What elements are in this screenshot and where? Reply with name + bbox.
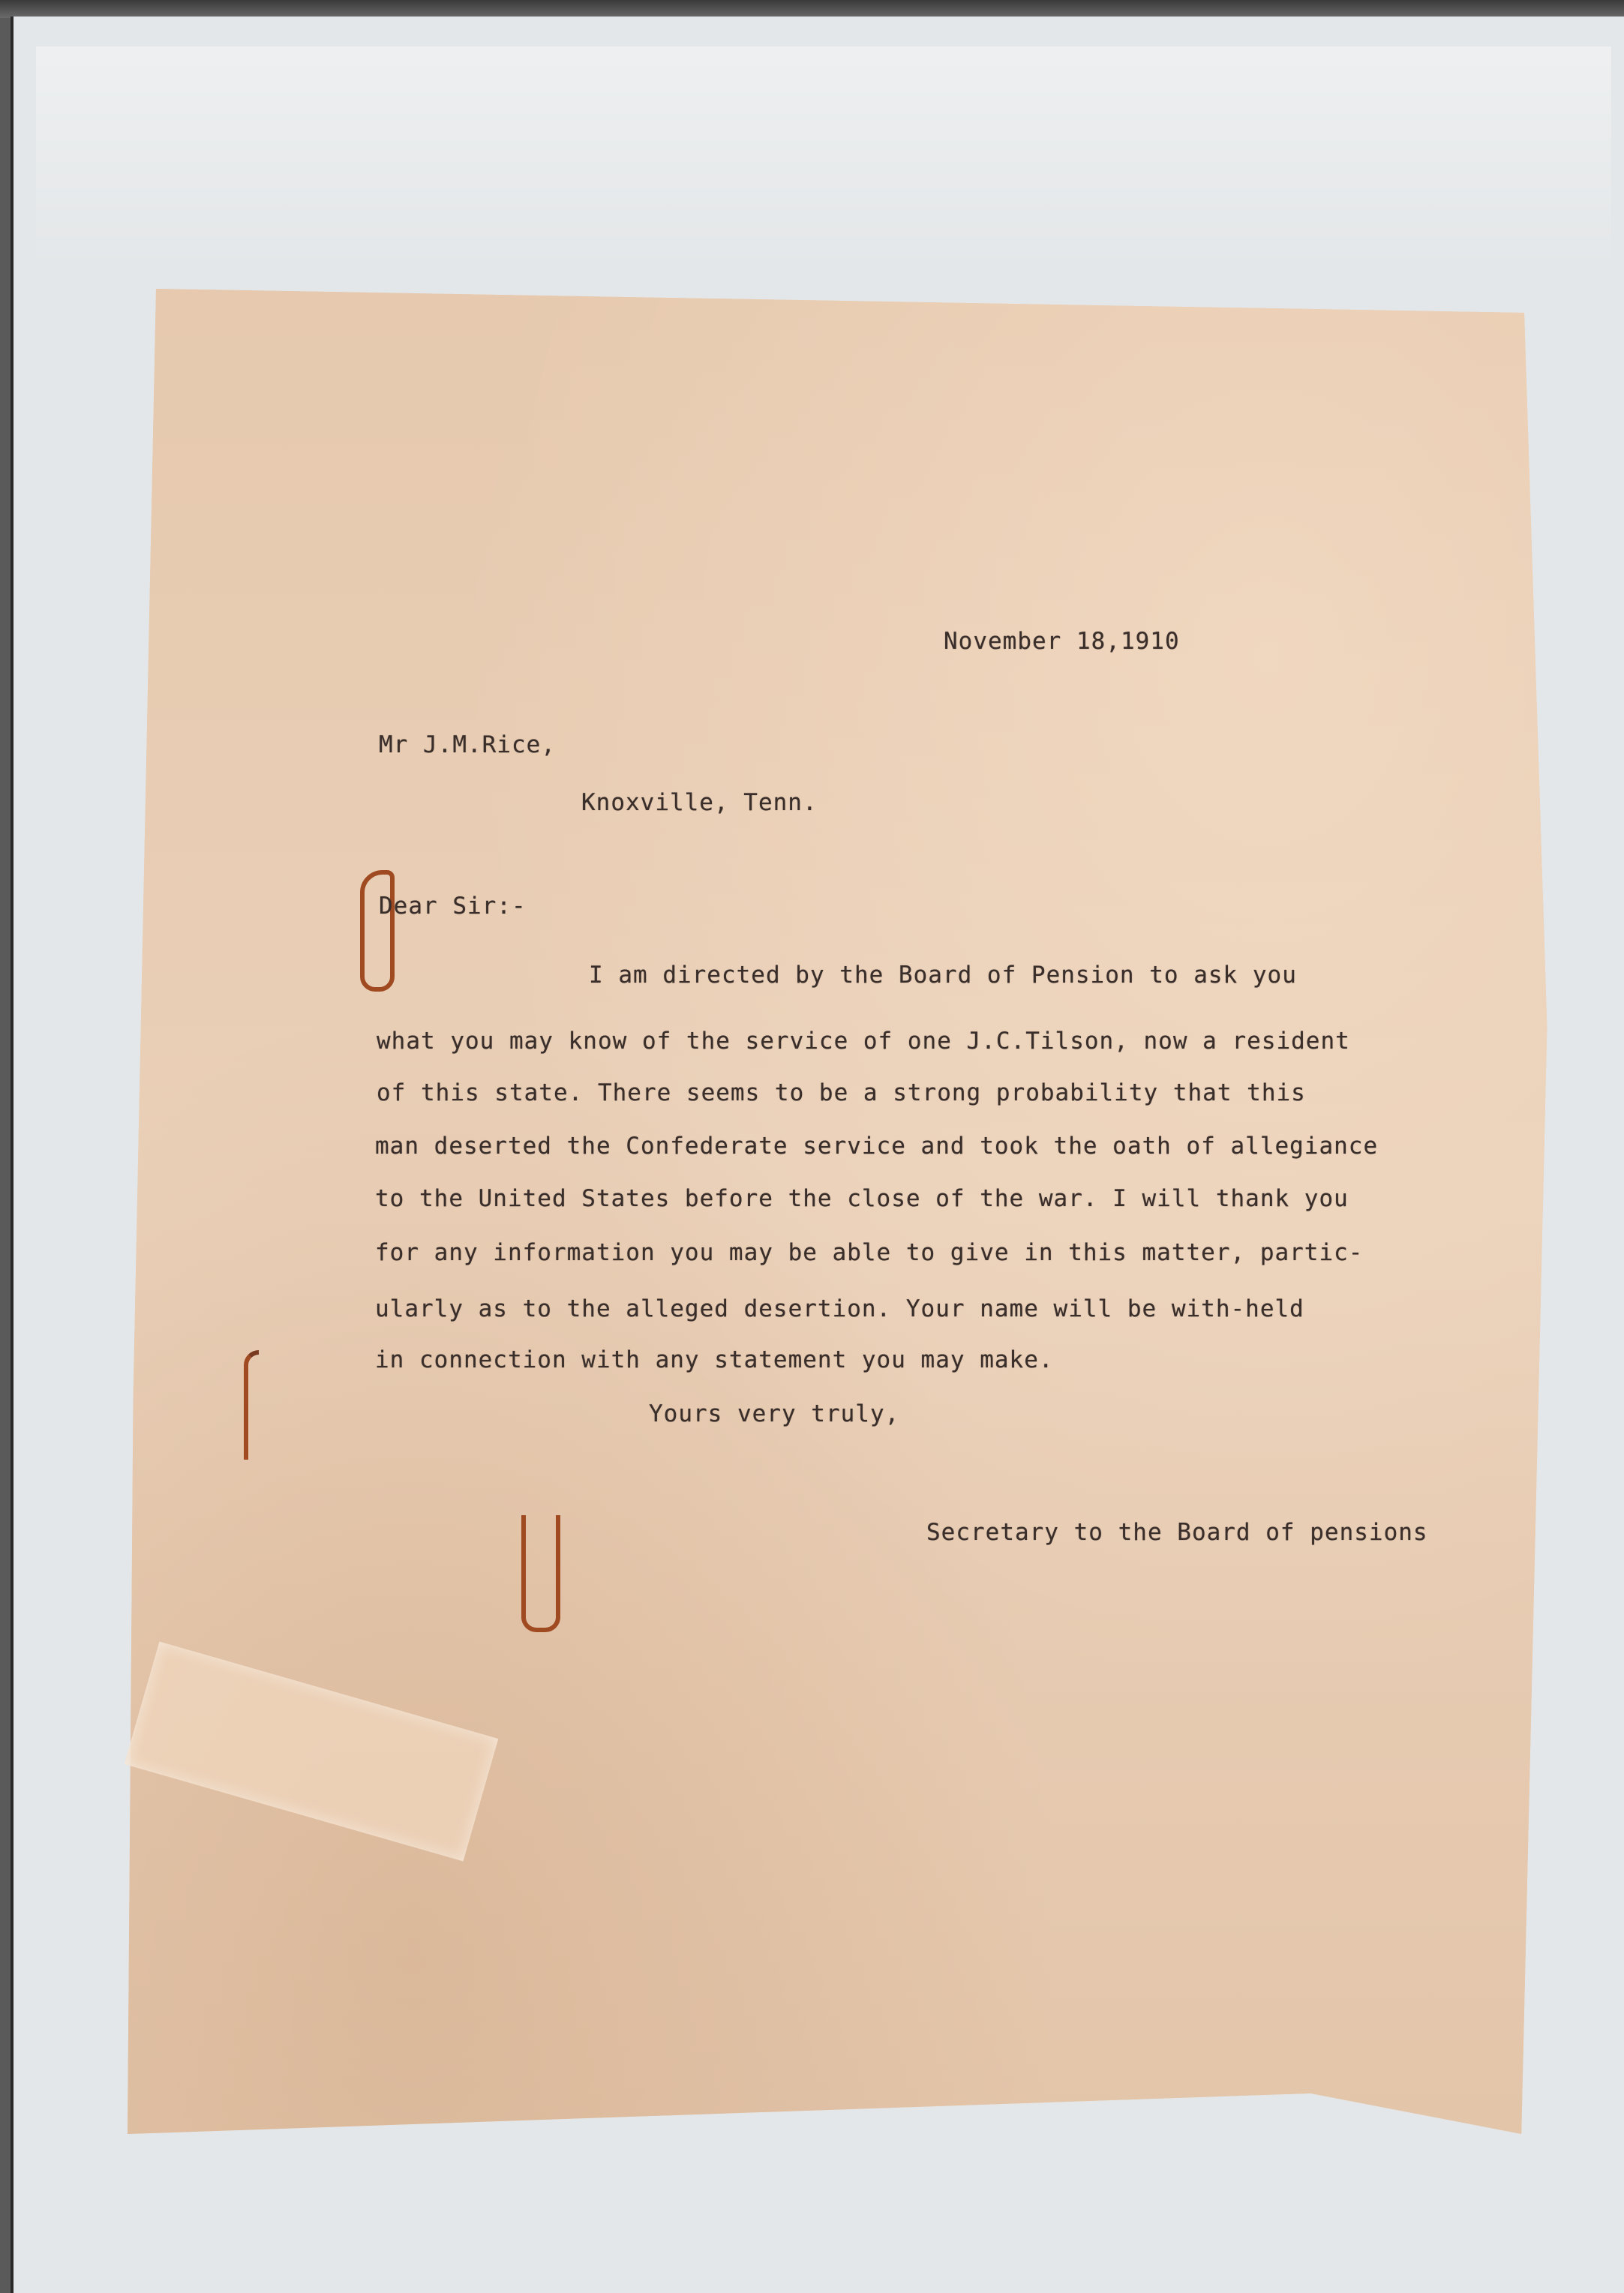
scan-glare (36, 47, 1611, 272)
rust-pin-mark (244, 1350, 259, 1460)
recipient-name: Mr J.M.Rice, (379, 731, 556, 758)
rust-pin-mark (521, 1515, 560, 1632)
body-line: for any information you may be able to give in this matter, partic- (375, 1239, 1364, 1266)
signature: Secretary to the Board of pensions (926, 1519, 1428, 1546)
letter-date: November 18,1910 (944, 628, 1180, 655)
recipient-location: Knoxville, Tenn. (581, 789, 818, 816)
salutation: Dear Sir:- (379, 893, 527, 920)
closing: Yours very truly, (649, 1400, 900, 1427)
body-line: to the United States before the close of the war. I will thank you (375, 1185, 1349, 1212)
rust-pin-mark (360, 870, 395, 992)
body-line: ularly as to the alleged desertion. Your name will be with-held (375, 1295, 1304, 1322)
body-line: in connection with any statement you may make. (375, 1346, 1054, 1373)
body-line: what you may know of the service of one J.C.Tilson, now a resident (377, 1028, 1350, 1055)
body-line: of this state. There seems to be a strong probability that this (377, 1079, 1306, 1106)
body-line: man deserted the Confederate service and took the oath of allegiance (375, 1133, 1379, 1160)
body-line: I am directed by the Board of Pension to ask you (589, 962, 1297, 989)
scanner-edge (0, 0, 1624, 18)
